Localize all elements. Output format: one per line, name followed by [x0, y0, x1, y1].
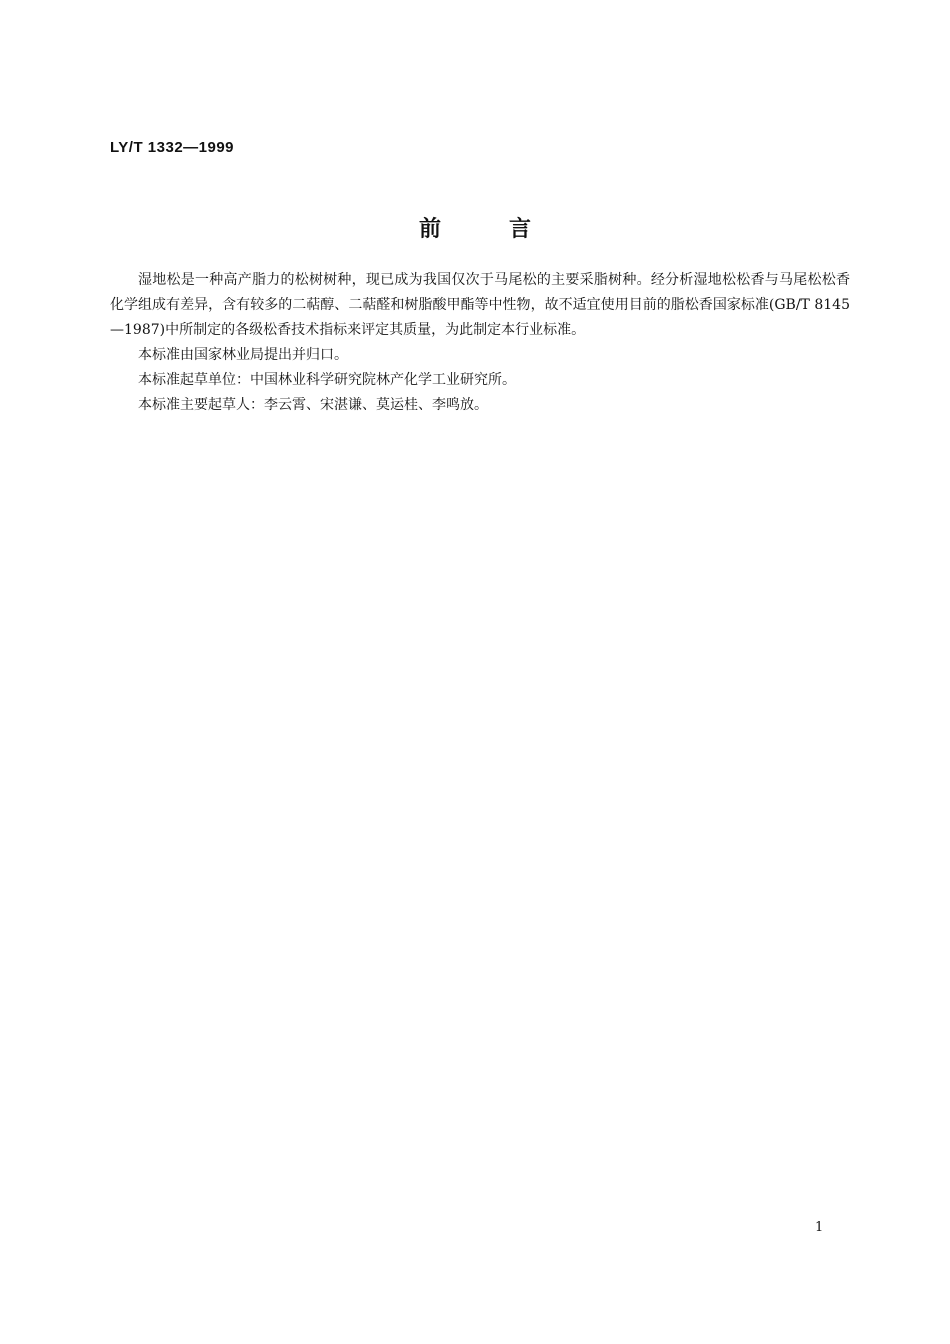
- standard-code: LY/T 1332—1999: [110, 139, 235, 156]
- page-number: 1: [815, 1220, 824, 1235]
- paragraph-drafters: 本标准主要起草人：李云霄、宋湛谦、莫运桂、李鸣放。: [138, 397, 488, 413]
- paragraph-intro: 湿地松是一种高产脂力的松树树种，现已成为我国仅次于马尾松的主要采脂树种。经分析湿地松松香与马尾松松香化学组成有差异，含有较多的二萜醇、二萜醛和树脂酸甲酯等中性物，故不适宜使用目前的脂松香国家标准(GB/T 8145—1987)中所制定的各级松香技术指标来评定其质量，为此制定本行业标准。: [110, 272, 850, 338]
- paragraph-proposer: 本标准由国家林业局提出并归口。: [138, 347, 348, 363]
- paragraph-drafting-unit: 本标准起草单位：中国林业科学研究院林产化学工业研究所。: [138, 372, 516, 388]
- page-title: 前言: [418, 217, 599, 242]
- foreword-body: [110, 268, 850, 418]
